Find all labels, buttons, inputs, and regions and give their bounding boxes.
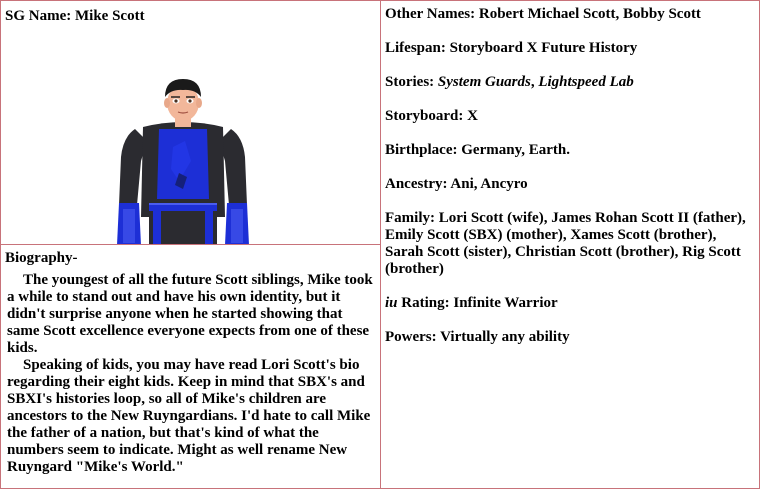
storyboard-value: X — [467, 108, 478, 124]
ancestry-value: Ani, Ancyro — [450, 176, 528, 192]
rating-value: Infinite Warrior — [453, 295, 558, 311]
stories-separator: , — [530, 74, 535, 90]
lifespan-row — [385, 40, 755, 57]
lifespan-value: Storyboard X Future History — [449, 40, 638, 56]
info-cell — [380, 0, 760, 489]
story-title: System Guards — [437, 74, 531, 90]
rating-row — [385, 295, 755, 312]
sg-name-line — [5, 8, 145, 25]
character-portrait — [113, 77, 253, 245]
storyboard-row — [385, 108, 755, 125]
birthplace-row — [385, 142, 755, 159]
ancestry-row — [385, 176, 755, 193]
birthplace-value: Germany, Earth. — [461, 142, 570, 158]
biography-paragraph: Speaking of kids, you may have read Lori Scott's bio regarding their eight kids. Keep in mind that SBX's and SBXI's histories loop, so all of Mike's children are ancestors to the New Ruyngardians. I'd hate to call Mike the father of a nation, but that's kind of what the numbers seem to indicate. Might as well rename New Ruyngard "Mike's World." — [7, 357, 371, 475]
biography-cell — [0, 244, 381, 489]
other-names-label: Other Names: — [385, 6, 476, 22]
sg-name-value: Mike Scott — [75, 8, 145, 24]
lifespan-label: Lifespan: — [385, 40, 446, 56]
rating-label: Rating: — [401, 295, 450, 311]
biography-text — [7, 272, 375, 476]
powers-row — [385, 329, 755, 346]
powers-label: Powers: — [385, 329, 437, 345]
powers-value: Virtually any ability — [440, 329, 570, 345]
storyboard-label: Storyboard: — [385, 108, 464, 124]
family-value: Lori Scott (wife), James Rohan Scott II (father), Emily Scott (SBX) (mother), Xames Scott (brother), Sarah Scott (sister), Christian Scott (brother), Rig Scott (brother) — [385, 210, 746, 277]
biography-paragraph: The youngest of all the future Scott siblings, Mike took a while to stand out and have his own identity, but it didn't surprise anyone when he started showing that same Scott excellence everyone expects from one of these kids. — [7, 272, 373, 356]
info-list — [385, 6, 755, 363]
rating-prefix: iu — [385, 295, 398, 311]
name-portrait-cell — [0, 0, 381, 245]
family-row — [385, 210, 755, 278]
other-names-row — [385, 6, 755, 23]
sg-name-label: SG Name: — [5, 8, 72, 24]
ancestry-label: Ancestry: — [385, 176, 448, 192]
other-names-value: Robert Michael Scott, Bobby Scott — [478, 6, 701, 22]
stories-label: Stories: — [385, 74, 435, 90]
biography-heading: Biography- — [5, 250, 78, 266]
family-label: Family: — [385, 210, 435, 226]
story-title: Lightspeed Lab — [538, 74, 634, 90]
stories-row — [385, 74, 755, 91]
birthplace-label: Birthplace: — [385, 142, 458, 158]
